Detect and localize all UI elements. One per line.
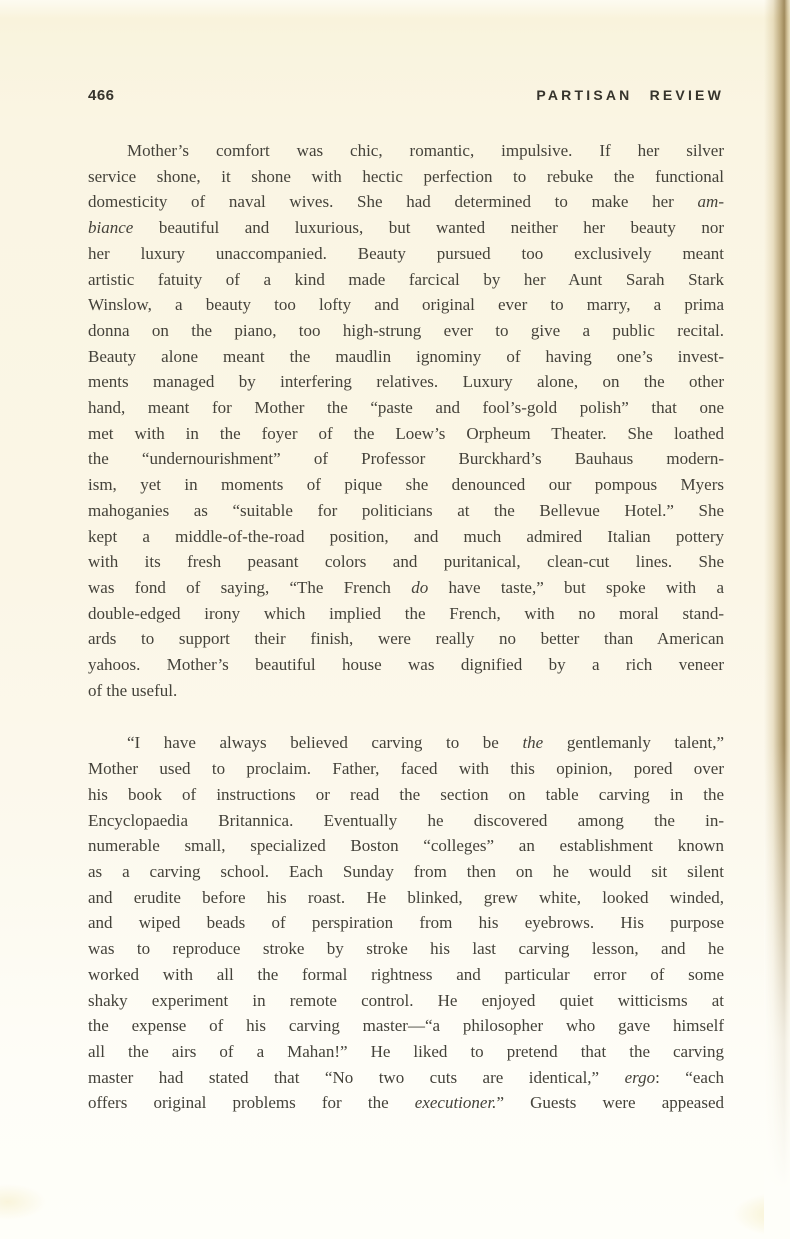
text-line bbox=[88, 988, 724, 1014]
text-line bbox=[88, 652, 724, 678]
text-line bbox=[88, 678, 724, 704]
text-segment: beautiful and luxurious, but wanted neither her beauty nor bbox=[133, 218, 724, 238]
italic-segment: biance bbox=[88, 218, 134, 238]
text-segment: Mother’s comfort was chic, romantic, impulsive. If her silver bbox=[127, 141, 724, 160]
text-segment: : “each bbox=[655, 1067, 724, 1087]
text-segment: gentlemanly talent,” bbox=[543, 733, 724, 753]
body-text bbox=[88, 138, 724, 1116]
text-line bbox=[88, 756, 724, 782]
text-segment: of the useful. bbox=[88, 680, 178, 700]
text-segment: her luxury unaccompanied. Beauty pursued too exclusively meant bbox=[88, 243, 724, 263]
text-segment: double-edged irony which implied the French, with no moral stand- bbox=[88, 603, 724, 623]
text-segment: ards to support their finish, were really no better than American bbox=[88, 629, 724, 649]
text-segment: all the airs of a Mahan!” He liked to pretend that the carving bbox=[88, 1041, 724, 1061]
text-line bbox=[88, 549, 724, 575]
journal-title: PARTISAN REVIEW bbox=[536, 87, 724, 103]
text-line bbox=[88, 1065, 724, 1091]
italic-segment: executioner. bbox=[414, 1093, 497, 1113]
text-segment: artistic fatuity of a kind made farcical by her Aunt Sarah Stark bbox=[88, 269, 724, 289]
text-line bbox=[88, 318, 724, 344]
text-line bbox=[88, 344, 724, 370]
text-segment: Beauty alone meant the maudlin ignominy of having one’s invest- bbox=[88, 346, 724, 366]
page-edge-shadow bbox=[764, 0, 790, 1239]
text-segment: the expense of his carving master—“a philosopher who gave himself bbox=[88, 1016, 724, 1036]
text-segment: service shone, it shone with hectic perfection to rebuke the functional bbox=[88, 166, 724, 186]
text-line bbox=[88, 138, 724, 164]
text-line bbox=[88, 833, 724, 859]
text-segment: have taste,” but spoke with a bbox=[428, 577, 724, 597]
text-segment: with its fresh peasant colors and puritanical, clean-cut lines. She bbox=[88, 552, 724, 572]
text-segment: and wiped beads of perspiration from his eyebrows. His purpose bbox=[88, 913, 724, 933]
text-segment: was fond of saying, “The French bbox=[88, 577, 412, 597]
text-line bbox=[88, 241, 724, 267]
text-line bbox=[88, 1013, 724, 1039]
text-line bbox=[88, 421, 724, 447]
text-line bbox=[88, 292, 724, 318]
text-segment: the “undernourishment” of Professor Burckhard’s Bauhaus modern- bbox=[88, 449, 724, 469]
text-segment: ism, yet in moments of pique she denounced our pompous Myers bbox=[88, 475, 724, 495]
text-segment: domesticity of naval wives. She had determined to make her bbox=[88, 192, 698, 212]
text-line bbox=[88, 498, 724, 524]
text-segment: as a carving school. Each Sunday from then on he would sit silent bbox=[88, 861, 724, 881]
text-line bbox=[88, 910, 724, 936]
text-segment: ments managed by interfering relatives. Luxury alone, on the other bbox=[88, 372, 724, 392]
text-segment: Encyclopaedia Britannica. Eventually he discovered among the in- bbox=[88, 810, 724, 830]
text-segment: ” Guests were appeased bbox=[496, 1093, 725, 1113]
text-segment: kept a middle-of-the-road position, and much admired Italian pottery bbox=[88, 526, 724, 546]
text-line bbox=[88, 524, 724, 550]
text-segment: donna on the piano, too high-strung ever to give a public recital. bbox=[88, 320, 724, 340]
italic-segment: am- bbox=[697, 192, 724, 212]
text-segment: met with in the foyer of the Loew’s Orpheum Theater. She loathed bbox=[88, 423, 724, 443]
text-line bbox=[88, 446, 724, 472]
text-segment: hand, meant for Mother the “paste and fool’s-gold polish” that one bbox=[88, 398, 724, 418]
text-line bbox=[88, 164, 724, 190]
text-line bbox=[88, 626, 724, 652]
text-line bbox=[88, 885, 724, 911]
text-line bbox=[88, 1039, 724, 1065]
text-line bbox=[88, 782, 724, 808]
text-segment: worked with all the formal rightness and particular error of some bbox=[88, 964, 724, 984]
text-line bbox=[88, 472, 724, 498]
italic-segment: ergo bbox=[624, 1067, 656, 1087]
text-line bbox=[88, 1090, 724, 1116]
text-segment: was to reproduce stroke by stroke his last carving lesson, and he bbox=[88, 939, 724, 959]
text-segment: master had stated that “No two cuts are identical,” bbox=[88, 1067, 625, 1087]
text-segment: his book of instructions or read the section on table carving in the bbox=[88, 784, 724, 804]
text-line bbox=[88, 575, 724, 601]
text-line bbox=[88, 189, 724, 215]
italic-segment: do bbox=[411, 577, 429, 597]
text-line bbox=[88, 395, 724, 421]
text-line bbox=[88, 730, 724, 756]
text-segment: shaky experiment in remote control. He enjoyed quiet witticisms at bbox=[88, 990, 724, 1010]
text-segment: Mother used to proclaim. Father, faced with this opinion, pored over bbox=[88, 759, 724, 779]
text-line bbox=[88, 267, 724, 293]
text-segment: yahoos. Mother’s beautiful house was dignified by a rich veneer bbox=[88, 655, 724, 675]
text-line bbox=[88, 962, 724, 988]
text-segment: Winslow, a beauty too lofty and original ever to marry, a prima bbox=[88, 295, 724, 315]
page-content bbox=[88, 86, 724, 1116]
italic-segment: the bbox=[522, 733, 544, 753]
paragraph bbox=[88, 730, 724, 1116]
text-line bbox=[88, 936, 724, 962]
text-segment: mahoganies as “suitable for politicians at the Bellevue Hotel.” She bbox=[88, 500, 724, 520]
text-segment: offers original problems for the bbox=[88, 1093, 415, 1113]
text-line bbox=[88, 215, 724, 241]
text-segment: and erudite before his roast. He blinked, grew white, looked winded, bbox=[88, 887, 724, 907]
text-segment: “I have always believed carving to be bbox=[127, 733, 523, 753]
running-head bbox=[88, 86, 724, 105]
paragraph bbox=[88, 138, 724, 703]
text-segment: numerable small, specialized Boston “colleges” an establishment known bbox=[88, 836, 724, 856]
page-number: 466 bbox=[88, 87, 115, 104]
text-line bbox=[88, 808, 724, 834]
text-line bbox=[88, 859, 724, 885]
text-line bbox=[88, 369, 724, 395]
text-line bbox=[88, 601, 724, 627]
